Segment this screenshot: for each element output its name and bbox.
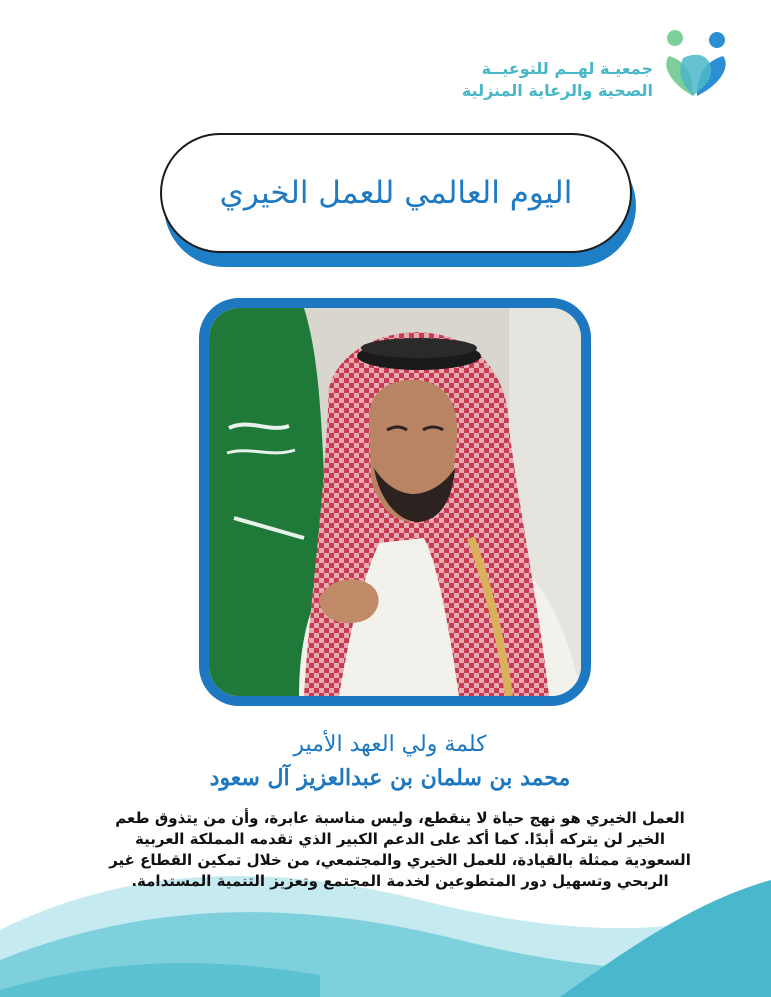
portrait-illustration [209, 308, 581, 696]
quote-body: العمل الخيري هو نهج حياة لا ينقطع، وليس مناسبة عابرة، وأن من يتذوق طعم الخير لن يتركه أبدًا. كما أكد على الدعم الكبير الذي تقدمه المملكة العربية السعودية ممثلة بالقيادة، للعمل الخيري والمجتمعي، من خلال تمكين القطاع غير الربحي وتسهيل دور المتطوعين لخدمة المجتمع وتعزيز التنمية المستدامة. [109, 809, 691, 890]
page-title: اليوم العالمي للعمل الخيري [219, 175, 573, 211]
portrait-photo [199, 298, 591, 706]
logo-text [462, 28, 653, 102]
logo-line-2: الصحية والرعاية المنزلية [461, 81, 653, 100]
caption-heading: كلمة ولي العهد الأمير [293, 732, 487, 757]
organization-logo [462, 28, 731, 102]
title-pill [160, 133, 632, 253]
title-banner [160, 133, 638, 270]
caption-name: محمد بن سلمان بن عبدالعزيز آل سعود [209, 765, 571, 791]
logo-line-1: جمعيـة لهــم للتوعيــة [481, 59, 653, 78]
hearts-people-icon [661, 28, 731, 100]
